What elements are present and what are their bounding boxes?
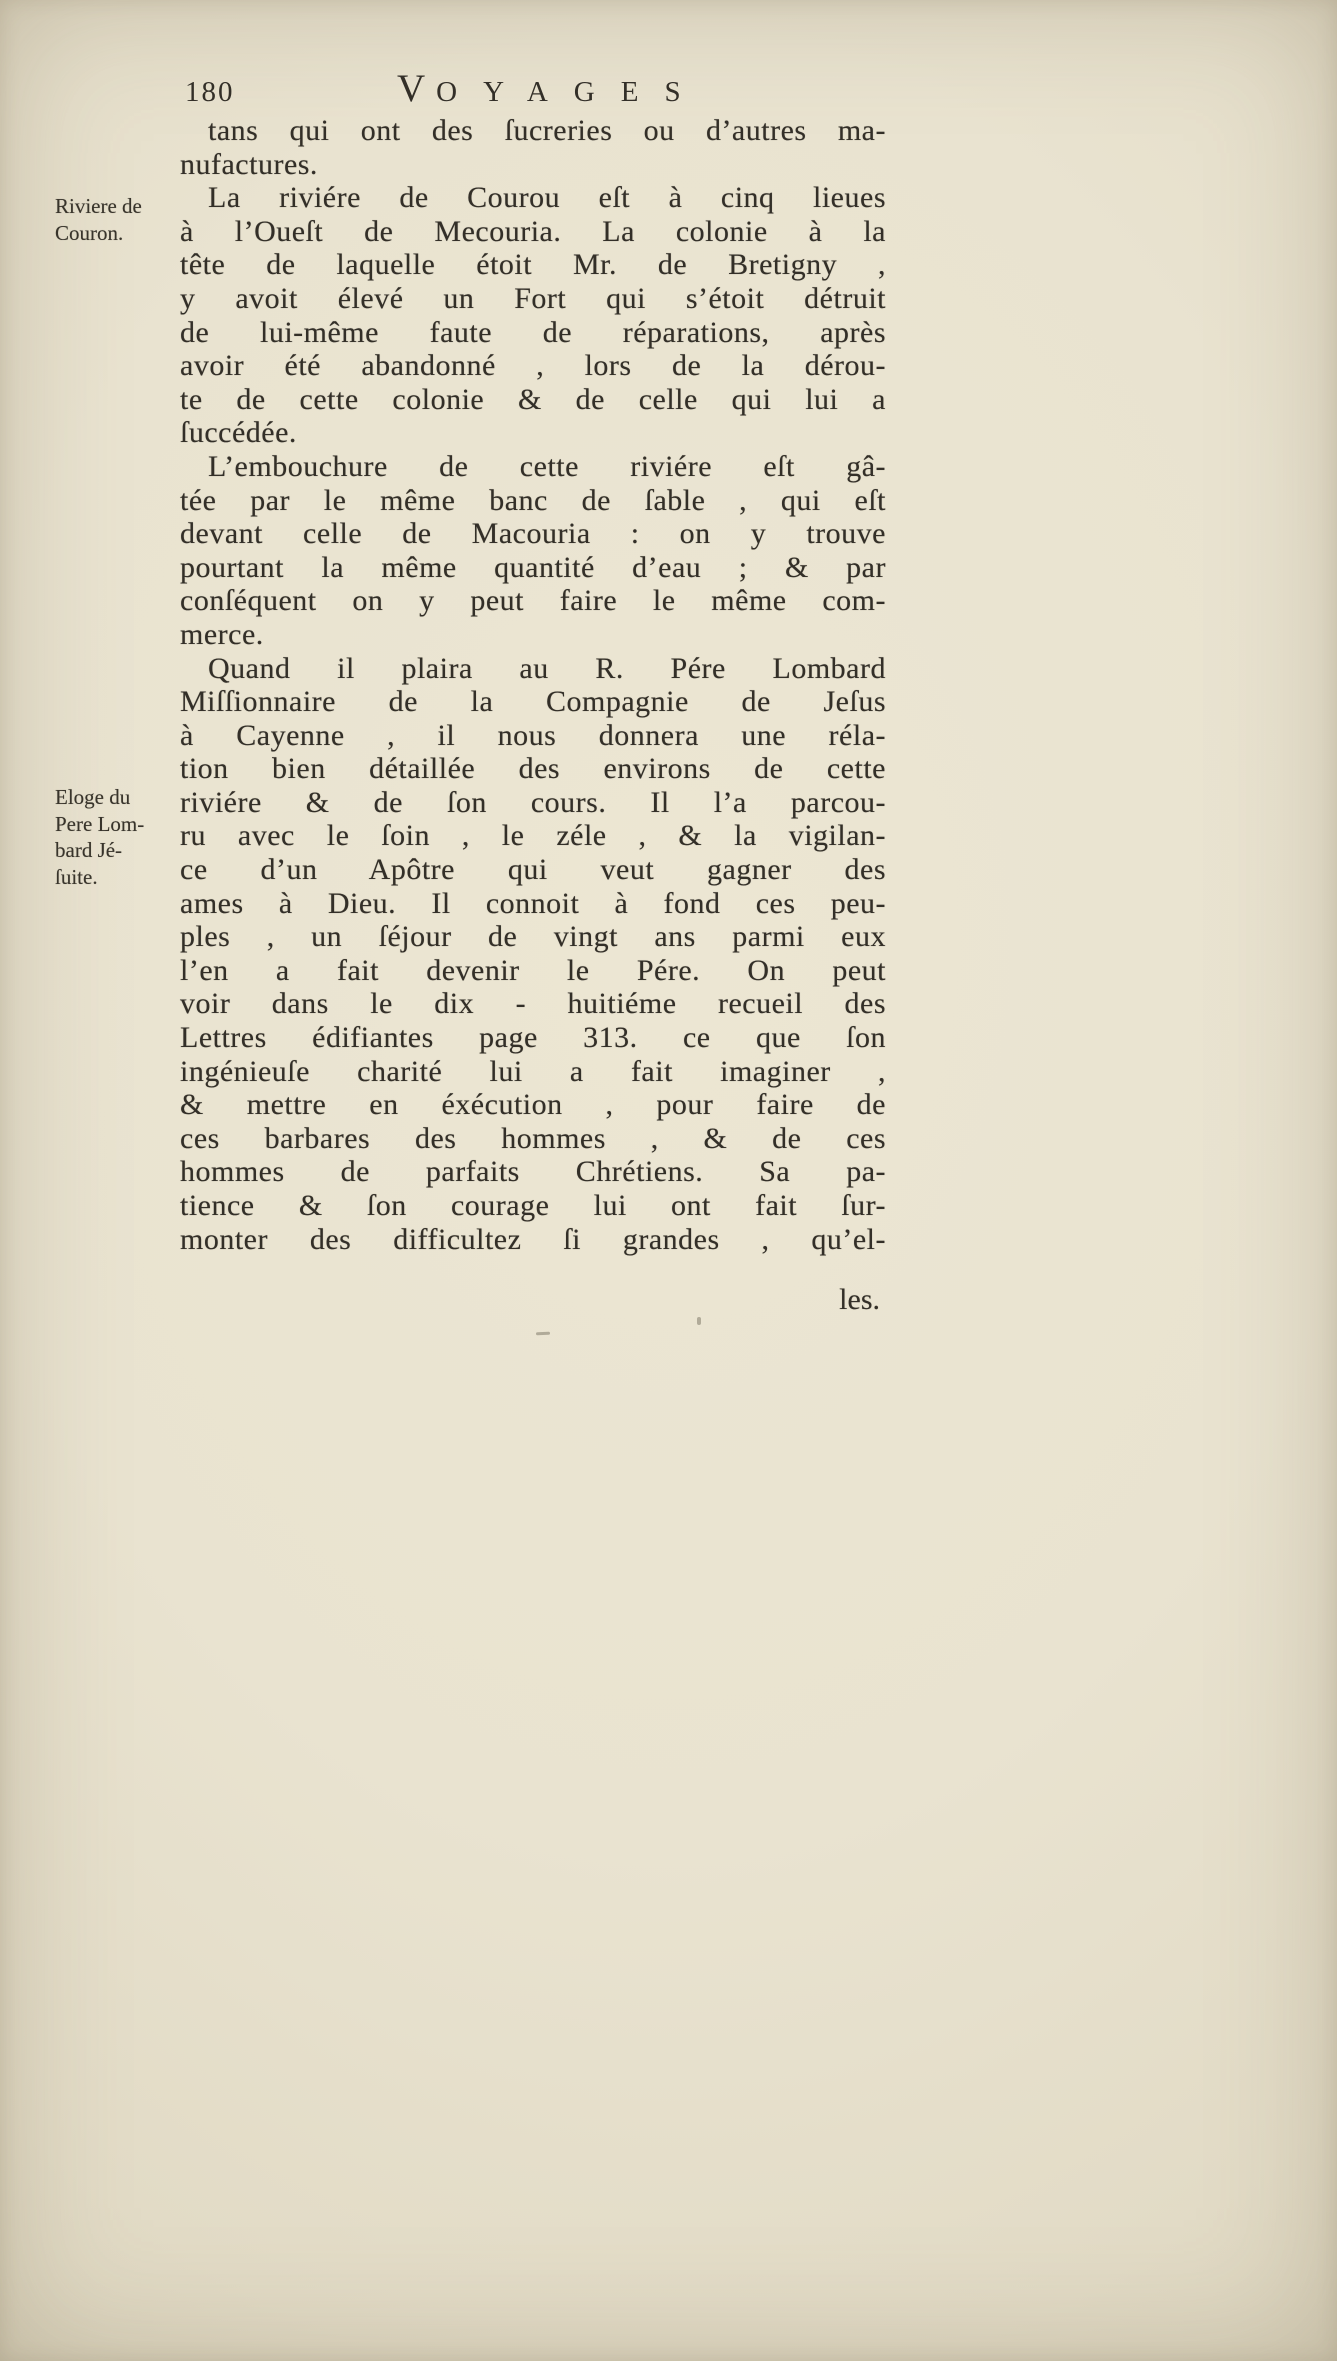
text-line: Miſſionnaire de la Compagnie de Jeſus	[180, 685, 886, 719]
text-line: tête de laquelle étoit Mr. de Bretigny ,	[180, 248, 886, 282]
text-line: tion bien détaillée des environs de cette	[180, 752, 886, 786]
text-line: nufactures.	[180, 147, 318, 181]
text-line: te de cette colonie & de celle qui lui a	[180, 382, 886, 416]
running-title-rest: OYAGES	[436, 76, 707, 108]
text-line: ru avec le ſoin , le zéle , & la vigilan-	[180, 819, 886, 853]
text-line: devant celle de Macouria : on y trouve	[180, 517, 886, 551]
text-line: voir dans le dix - huitiéme recueil des	[180, 987, 886, 1021]
text-line: merce.	[180, 617, 264, 651]
paper-speck	[536, 1332, 550, 1335]
margin-note-line: bard Jé-	[55, 838, 123, 862]
text-line: ce d’un Apôtre qui veut gagner des	[180, 853, 886, 887]
running-title	[397, 66, 707, 111]
paragraph	[180, 114, 886, 181]
text-line: & mettre en éxécution , pour faire de	[180, 1088, 886, 1122]
body-text	[180, 114, 886, 1256]
text-line: ingénieuſe charité lui a fait imaginer ,	[180, 1054, 886, 1088]
text-line: tée par le même banc de ſable , qui eſt	[180, 483, 886, 517]
paragraph	[180, 450, 886, 652]
margin-note-line: Couron.	[55, 220, 124, 245]
text-line: riviére & de ſon cours. Il l’a parcou-	[180, 785, 886, 819]
margin-note-line: Pere Lom-	[55, 811, 145, 836]
margin-note-line: Eloge du	[55, 785, 131, 809]
text-line: avoir été abandonné , lors de la dérou-	[180, 349, 886, 383]
text-line: conſéquent on y peut faire le même com-	[180, 584, 886, 618]
margin-note-eloge-pere-lombard	[55, 784, 187, 890]
text-line: Lettres édifiantes page 313. ce que ſon	[180, 1021, 886, 1055]
text-line: La riviére de Courou eſt à cinq lieues	[208, 181, 886, 215]
text-line: pourtant la même quantité d’eau ; & par	[180, 550, 886, 584]
page-number: 180	[185, 76, 235, 108]
text-line: ples , un ſéjour de vingt ans parmi eux	[180, 920, 886, 954]
paper-speck	[697, 1317, 701, 1325]
margin-note-riviere-de-couron	[55, 193, 187, 246]
catchword: les.	[839, 1283, 880, 1316]
text-line: de lui-même faute de réparations, après	[180, 315, 886, 349]
text-line: à l’Oueſt de Mecouria. La colonie à la	[180, 214, 886, 248]
running-title-initial: V	[397, 67, 426, 110]
text-line: L’embouchure de cette riviére eſt gâ-	[208, 449, 886, 483]
text-line: Quand il plaira au R. Pére Lombard	[208, 651, 886, 685]
text-line: tans qui ont des ſucreries ou d’autres ma-	[208, 114, 886, 147]
text-line: tience & ſon courage lui ont fait ſur-	[180, 1189, 886, 1222]
text-line: ces barbares des hommes , & de ces	[180, 1121, 886, 1155]
text-line: ames à Dieu. Il connoit à fond ces peu-	[180, 886, 886, 920]
paragraph	[180, 652, 886, 1257]
text-line: ſuccédée.	[180, 416, 297, 450]
text-line: à Cayenne , il nous donnera une réla-	[180, 718, 886, 752]
text-line: monter des difficultez ſi grandes , qu’el-	[180, 1222, 886, 1256]
text-line: y avoit élevé un Fort qui s’étoit détruit	[180, 281, 886, 315]
text-line: l’en a fait devenir le Pére. On peut	[180, 953, 886, 987]
paragraph	[180, 181, 886, 450]
margin-note-line: Riviere de	[55, 194, 142, 218]
margin-note-line: ſuite.	[55, 864, 98, 889]
text-line: hommes de parfaits Chrétiens. Sa pa-	[180, 1155, 886, 1189]
